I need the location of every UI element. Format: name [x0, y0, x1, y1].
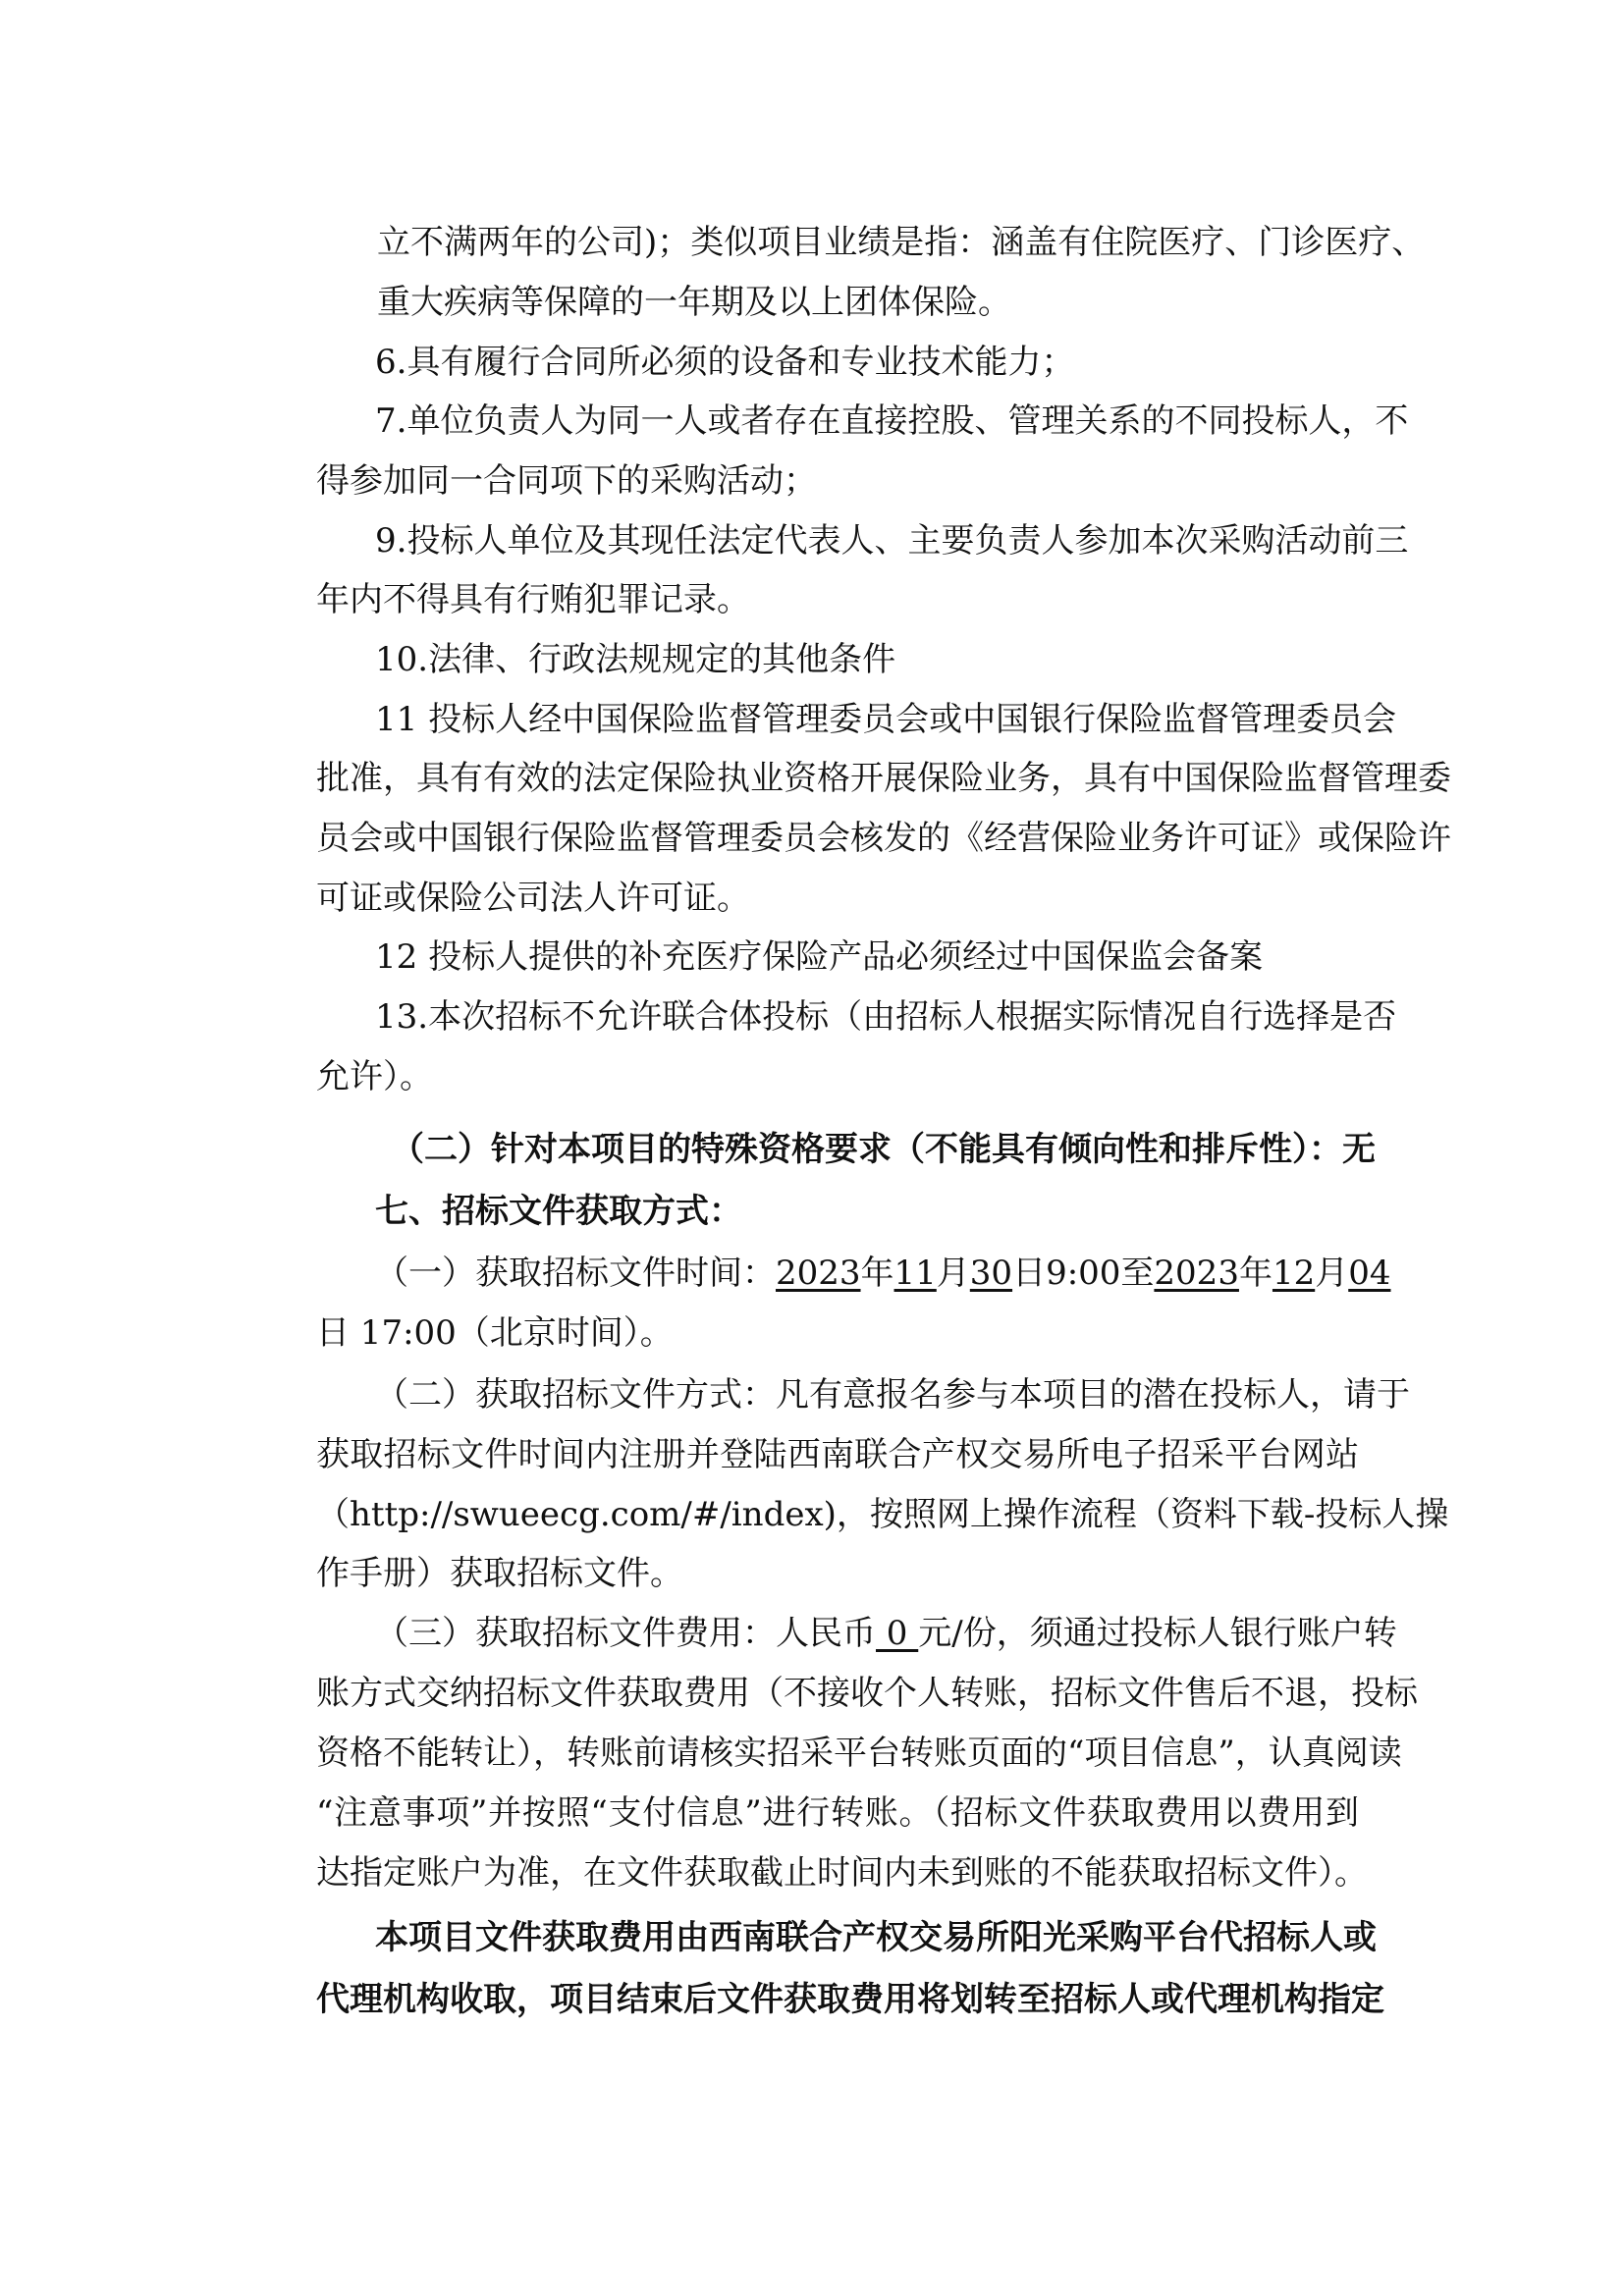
time-label: （一）获取招标文件时间： — [375, 1254, 776, 1293]
bold-note-line: 代理机构收取，项目结束后文件获取费用将划转至招标人或代理机构指定 — [316, 1980, 1384, 2019]
paragraph-line: 允许）。 — [316, 1057, 433, 1096]
paragraph-line: 员会或中国银行保险监督管理委员会核发的《经营保险业务许可证》或保险许 — [316, 819, 1451, 858]
method-line: 作手册）获取招标文件。 — [316, 1554, 683, 1593]
fee-line: （三）获取招标文件费用：人民币 0 元/份，须通过投标人银行账户转 — [375, 1614, 1397, 1653]
fee-detail-line: 账方式交纳招标文件获取费用（不接收个人转账，招标文件售后不退，投标 — [316, 1674, 1418, 1713]
fee-detail-line: 资格不能转让），转账前请核实招采平台转账页面的“项目信息”，认真阅读 — [316, 1734, 1402, 1773]
paragraph-line: 10.法律、行政法规规定的其他条件 — [375, 640, 896, 679]
bold-note-line: 本项目文件获取费用由西南联合产权交易所阳光采购平台代招标人或 — [375, 1918, 1377, 1957]
time-end-line: 日 17:00（北京时间）。 — [316, 1313, 674, 1353]
paragraph-line: 批准，具有有效的法定保险执业资格开展保险业务，具有中国保险监督管理委 — [316, 759, 1451, 798]
section-seven-heading: 七、招标文件获取方式： — [375, 1192, 742, 1231]
paragraph-line: 6.具有履行合同所必须的设备和专业技术能力； — [375, 343, 1075, 382]
special-qualification-heading: （二）针对本项目的特殊资格要求（不能具有倾向性和排斥性）：无 — [391, 1130, 1376, 1169]
method-line: （二）获取招标文件方式：凡有意报名参与本项目的潜在投标人，请于 — [375, 1375, 1410, 1415]
paragraph-line: 7.单位负责人为同一人或者存在直接控股、管理关系的不同投标人，不 — [375, 401, 1409, 441]
paragraph-line: 重大疾病等保障的一年期及以上团体保险。 — [377, 283, 1011, 322]
end-day: 04 — [1348, 1254, 1391, 1293]
start-month: 11 — [893, 1254, 937, 1293]
end-month: 12 — [1272, 1254, 1316, 1293]
start-day: 30 — [969, 1254, 1013, 1293]
time-line: （一）获取招标文件时间：2023年11月30日9:00至2023年12月04 — [375, 1254, 1391, 1293]
paragraph-line: 得参加同一合同项下的采购活动； — [316, 461, 817, 501]
paragraph-line: 年内不得具有行贿犯罪记录。 — [316, 580, 750, 619]
paragraph-line: 立不满两年的公司)；类似项目业绩是指：涵盖有住院医疗、门诊医疗、 — [377, 223, 1426, 262]
fee-detail-line: 达指定账户为准，在文件获取截止时间内未到账的不能获取招标文件）。 — [316, 1853, 1368, 1893]
method-line: 获取招标文件时间内注册并登陆西南联合产权交易所电子招采平台网站 — [316, 1435, 1359, 1474]
fee-detail-line: “注意事项”并按照“支付信息”进行转账。（招标文件获取费用以费用到 — [316, 1793, 1359, 1833]
paragraph-line: 12 投标人提供的补充医疗保险产品必须经过中国保监会备案 — [375, 937, 1264, 977]
paragraph-line: 13.本次招标不允许联合体投标（由招标人根据实际情况自行选择是否 — [375, 997, 1397, 1037]
start-year: 2023 — [776, 1254, 861, 1293]
fee-amount: 0 — [876, 1614, 919, 1653]
paragraph-line: 11 投标人经中国保险监督管理委员会或中国银行保险监督管理委员会 — [375, 700, 1397, 739]
paragraph-line: 9.投标人单位及其现任法定代表人、主要负责人参加本次采购活动前三 — [375, 521, 1409, 561]
end-year: 2023 — [1154, 1254, 1239, 1293]
method-url-line: （http://swueecg.com/#/index)，按照网上操作流程（资料下载-投标人操 — [316, 1495, 1449, 1534]
start-time: 9:00 — [1046, 1254, 1121, 1293]
paragraph-line: 可证或保险公司法人许可证。 — [316, 879, 750, 918]
